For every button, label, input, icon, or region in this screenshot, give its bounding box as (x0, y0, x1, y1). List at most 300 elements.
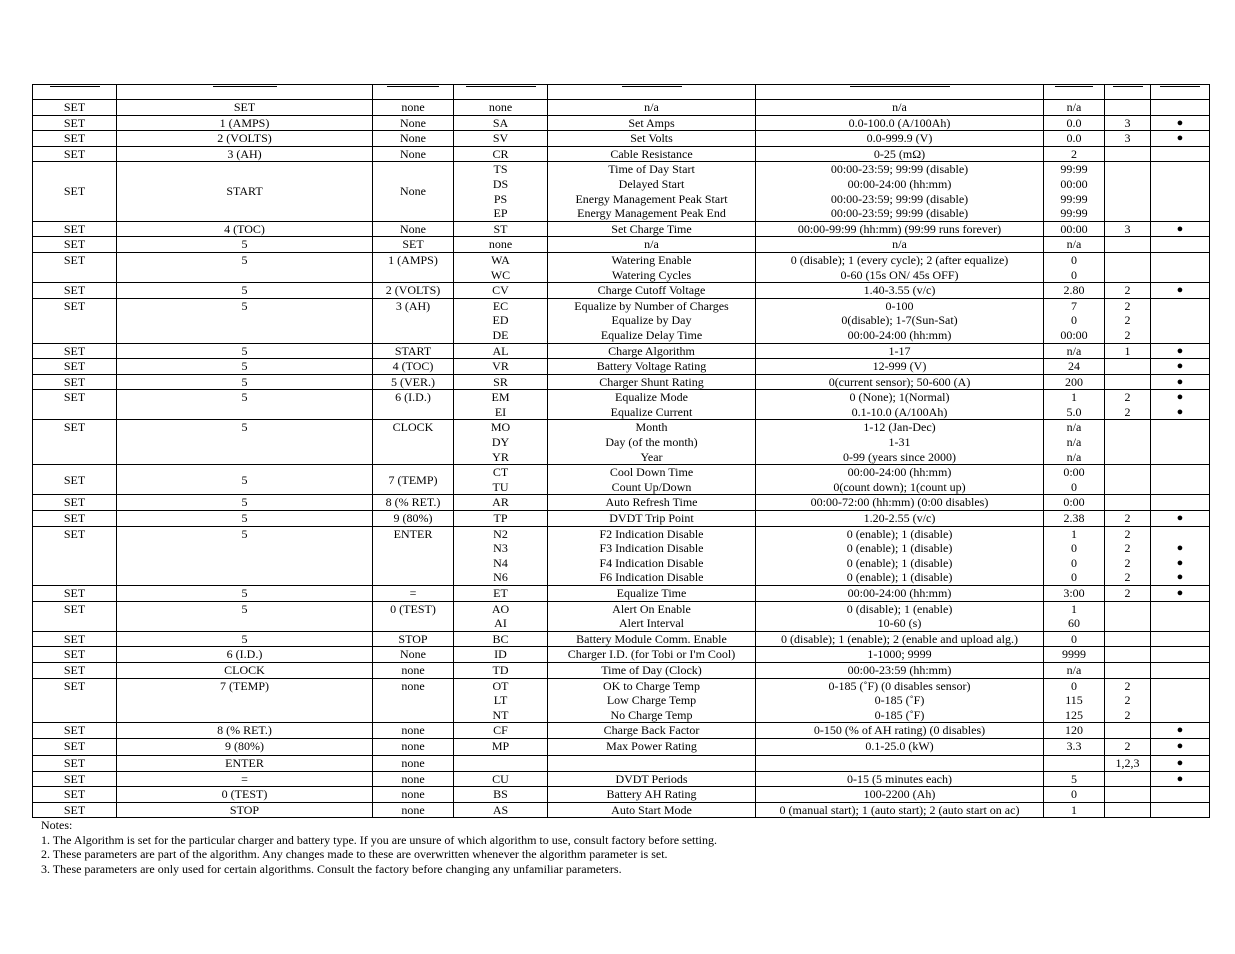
key-cell: CLOCK (117, 662, 373, 678)
set-cell: SET (33, 526, 117, 585)
notes-ref-cell (1105, 771, 1151, 787)
cell-line: Alert On Enable (612, 601, 691, 616)
cell-line: 0-99 (years since 2000) (843, 449, 956, 464)
cell-line: 2 (1124, 678, 1131, 693)
cell-line: DVDT Trip Point (609, 511, 694, 526)
marker-cell (1151, 252, 1210, 282)
code-cell (454, 601, 548, 631)
default-cell (1044, 390, 1105, 420)
bullet-marker: ● (1176, 772, 1184, 785)
cell-line: Cool Down Time (609, 465, 694, 480)
cell-line: F3 Indication Disable (599, 541, 704, 556)
cell-line: 1-12 (Jan-Dec) (863, 420, 936, 435)
range-cell (756, 465, 1044, 495)
subkey-cell: none (373, 100, 454, 116)
code-cell (454, 283, 548, 299)
description-cell (548, 115, 756, 131)
code-cell (454, 723, 548, 739)
cell-line: 0.0 (1066, 115, 1082, 130)
cell-line: 2 (1124, 511, 1131, 526)
cell-line: Energy Management Peak End (577, 206, 726, 221)
cell-line: 2.38 (1063, 511, 1085, 526)
cell-line: 0 (1071, 252, 1077, 267)
cell-line: 0.0-999.9 (V) (866, 131, 933, 146)
bullet-marker (1153, 435, 1207, 450)
subkey-cell: CLOCK (373, 420, 454, 465)
cell-line: Watering Cycles (611, 267, 692, 282)
cell-line: AL (492, 343, 509, 358)
cell-line: 0-60 (15s ON/ 45s OFF) (840, 267, 959, 282)
subkey-cell: none (373, 802, 454, 818)
cell-line: Equalize Mode (615, 390, 688, 405)
cell-line: n/a (1066, 449, 1082, 464)
header-cell (454, 85, 548, 100)
description-cell (548, 723, 756, 739)
set-cell: SET (33, 511, 117, 527)
cell-line (1107, 162, 1148, 177)
description-cell (548, 252, 756, 282)
cell-line: 0 (manual start); 1 (auto start); 2 (auto start on ac) (779, 802, 1020, 817)
cell-line: Month (635, 420, 668, 435)
cell-line: Battery AH Rating (606, 787, 697, 802)
cell-line (1107, 253, 1148, 268)
set-cell: SET (33, 662, 117, 678)
set-cell: SET (33, 586, 117, 602)
cell-line: CU (492, 771, 509, 786)
description-cell (548, 131, 756, 147)
set-cell: SET (33, 802, 117, 818)
marker-cell (1151, 662, 1210, 678)
cell-line: 0-15 (5 minutes each) (847, 771, 952, 786)
notes-ref-cell (1105, 787, 1151, 803)
table-row (33, 146, 1210, 162)
cell-line: Charge Algorithm (608, 343, 695, 358)
table-row (33, 511, 1210, 527)
key-cell: 0 (TEST) (117, 787, 373, 803)
cell-line: ST (493, 221, 508, 236)
cell-line (1107, 495, 1148, 510)
table-row (33, 802, 1210, 818)
cell-line: VR (492, 359, 509, 374)
cell-line: 2 (1124, 390, 1131, 405)
cell-line: 5.0 (1066, 404, 1082, 419)
cell-line: Watering Enable (611, 252, 692, 267)
description-cell (548, 787, 756, 803)
cell-line: 00:00-23:59; 99:99 (disable) (830, 191, 969, 206)
subkey-cell: None (373, 221, 454, 237)
cell-line: MO (490, 420, 511, 435)
bullet-marker (1153, 602, 1207, 617)
bullet-marker: ● (1176, 132, 1184, 145)
cell-line: Auto Refresh Time (605, 495, 698, 510)
cell-line (1046, 756, 1102, 771)
cell-line: AS (492, 802, 509, 817)
subkey-cell: none (373, 787, 454, 803)
marker-cell (1151, 343, 1210, 359)
range-cell (756, 162, 1044, 221)
key-cell: ENTER (117, 755, 373, 771)
default-cell (1044, 374, 1105, 390)
cell-line: CR (492, 146, 509, 161)
subkey-cell: None (373, 115, 454, 131)
cell-line: EM (491, 390, 510, 405)
cell-line: OT (492, 678, 509, 693)
marker-cell (1151, 100, 1210, 116)
subkey-cell: 8 (% RET.) (373, 495, 454, 511)
notes-ref-cell (1105, 237, 1151, 253)
code-cell (454, 771, 548, 787)
parameter-table (32, 84, 1210, 818)
cell-line (1107, 480, 1148, 495)
cell-line: 125 (1065, 707, 1083, 722)
cell-line: none (488, 237, 513, 252)
cell-line: 1-17 (888, 343, 911, 358)
code-cell (454, 131, 548, 147)
cell-line: 0 (1071, 678, 1077, 693)
code-cell (454, 787, 548, 803)
cell-line: 3.3 (1066, 738, 1082, 753)
set-cell: SET (33, 495, 117, 511)
bullet-marker: ● (1176, 571, 1184, 584)
default-cell (1044, 221, 1105, 237)
cell-line: 0 (disable); 1 (every cycle); 2 (after equalize) (790, 252, 1009, 267)
cell-line: 00:00-72:00 (hh:mm) (0:00 disables) (810, 495, 989, 510)
marker-cell (1151, 723, 1210, 739)
range-cell (756, 237, 1044, 253)
set-cell: SET (33, 465, 117, 495)
cell-line: 2 (1124, 541, 1131, 556)
bullet-marker: ● (1176, 405, 1184, 418)
code-cell (454, 390, 548, 420)
set-cell: SET (33, 420, 117, 465)
cell-line: Charger I.D. (for Tobi or I'm Cool) (567, 647, 736, 662)
cell-line: N2 (493, 526, 508, 541)
cell-line (1107, 237, 1148, 252)
key-cell: 5 (117, 601, 373, 631)
bullet-marker (1153, 632, 1207, 647)
set-cell: SET (33, 787, 117, 803)
cell-line: 0(count down); 1(count up) (833, 479, 966, 494)
cell-line: Charge Back Factor (603, 723, 700, 738)
cell-line: Equalize Current (610, 404, 693, 419)
cell-line: 2 (1124, 404, 1131, 419)
cell-line: Equalize by Day (611, 313, 692, 328)
description-cell (548, 631, 756, 647)
header-cell (756, 85, 1044, 100)
cell-line: Cable Resistance (610, 146, 693, 161)
notes-ref-cell (1105, 252, 1151, 282)
default-cell (1044, 162, 1105, 221)
range-cell (756, 662, 1044, 678)
table-row (33, 586, 1210, 602)
bullet-marker: ● (1176, 116, 1184, 129)
code-cell (454, 465, 548, 495)
cell-line: none (488, 100, 513, 114)
cell-line: AO (491, 601, 510, 616)
cell-line: 115 (1065, 693, 1083, 708)
table-row (33, 162, 1210, 221)
cell-line: 0 (disable); 1 (enable); 2 (enable and upload alg.) (781, 631, 1018, 646)
cell-line: DY (491, 435, 510, 450)
set-cell: SET (33, 647, 117, 663)
bullet-marker: ● (1176, 360, 1184, 373)
default-cell (1044, 131, 1105, 147)
range-cell (756, 631, 1044, 647)
code-cell (454, 631, 548, 647)
notes-ref-cell (1105, 374, 1151, 390)
bullet-marker (1153, 465, 1207, 480)
notes-ref-cell (1105, 221, 1151, 237)
cell-line: 0.1-10.0 (A/100Ah) (851, 404, 948, 419)
cell-line: n/a (1066, 662, 1082, 677)
default-cell (1044, 359, 1105, 375)
header-cell (1105, 85, 1151, 100)
set-cell: SET (33, 298, 117, 343)
cell-line (758, 756, 1041, 771)
cell-line (1107, 772, 1148, 787)
code-cell (454, 374, 548, 390)
bullet-marker (1153, 162, 1207, 177)
subkey-cell: none (373, 771, 454, 787)
bullet-marker (1153, 177, 1207, 192)
cell-line: 2 (1124, 327, 1131, 342)
notes-heading: Notes: (41, 818, 73, 832)
cell-line: OK to Charge Temp (602, 678, 701, 693)
set-cell: SET (33, 221, 117, 237)
subkey-cell: none (373, 738, 454, 755)
marker-cell (1151, 586, 1210, 602)
key-cell: 4 (TOC) (117, 221, 373, 237)
table-row (33, 390, 1210, 420)
range-cell (756, 601, 1044, 631)
cell-line: Alert Interval (619, 616, 684, 631)
key-cell: 5 (117, 631, 373, 647)
marker-cell (1151, 390, 1210, 420)
cell-line: SA (492, 115, 509, 130)
default-cell (1044, 298, 1105, 343)
cell-line: CF (493, 723, 508, 738)
header-cell (373, 85, 454, 100)
notes-ref-cell (1105, 495, 1151, 511)
description-cell (548, 755, 756, 771)
marker-cell (1151, 374, 1210, 390)
bullet-marker (1153, 787, 1207, 802)
cell-line: 2 (1124, 283, 1131, 298)
cell-line: CT (492, 465, 509, 480)
cell-line: Time of Day (Clock) (601, 662, 702, 677)
cell-line: BS (493, 787, 508, 802)
range-cell (756, 647, 1044, 663)
cell-line: 00:00-23:59 (hh:mm) (847, 662, 952, 677)
cell-line (1107, 435, 1148, 450)
subkey-cell: 2 (VOLTS) (373, 283, 454, 299)
cell-line: 1 (1071, 526, 1077, 541)
bullet-marker (1153, 647, 1207, 662)
cell-line: N6 (493, 570, 508, 585)
table-row (33, 252, 1210, 282)
description-cell (548, 100, 756, 116)
range-cell (756, 586, 1044, 602)
cell-line: 0 (1071, 541, 1077, 556)
notes-ref-cell (1105, 755, 1151, 771)
bullet-marker: ● (1176, 587, 1184, 599)
subkey-cell: none (373, 678, 454, 723)
cell-line: CV (492, 283, 509, 298)
cell-line: 3:00 (1063, 586, 1085, 600)
description-cell (548, 511, 756, 527)
key-cell: 5 (117, 586, 373, 602)
range-cell (756, 359, 1044, 375)
cell-line: 00:00 (1060, 221, 1088, 236)
bullet-marker: ● (1176, 739, 1184, 752)
cell-line: 2 (1071, 146, 1077, 161)
set-cell: SET (33, 252, 117, 282)
cell-line: n/a (1066, 237, 1082, 252)
code-cell (454, 738, 548, 755)
header-cell (548, 85, 756, 100)
default-cell (1044, 526, 1105, 585)
cell-line: AR (492, 495, 509, 510)
cell-line: EC (492, 298, 509, 313)
description-cell (548, 526, 756, 585)
cell-line: 0.0 (1066, 131, 1082, 146)
cell-line: N3 (493, 541, 508, 556)
default-cell (1044, 146, 1105, 162)
cell-line: WC (490, 267, 511, 282)
cell-line: Equalize Delay Time (600, 327, 703, 342)
cell-line: ET (493, 586, 508, 600)
range-cell (756, 495, 1044, 511)
cell-line: 0-25 (mΩ) (873, 146, 926, 161)
cell-line (1107, 465, 1148, 480)
subkey-cell: none (373, 723, 454, 739)
notes-ref-cell (1105, 115, 1151, 131)
subkey-cell: 0 (TEST) (373, 601, 454, 631)
notes-ref-cell (1105, 601, 1151, 631)
cell-line (1107, 177, 1148, 192)
cell-line: 0 (enable); 1 (disable) (846, 570, 953, 585)
cell-line (1107, 602, 1148, 617)
notes-ref-cell (1105, 298, 1151, 343)
cell-line: Delayed Start (618, 176, 685, 191)
notes-ref-cell (1105, 526, 1151, 585)
table-row (33, 526, 1210, 585)
cell-line: 100-2200 (Ah) (863, 787, 936, 802)
notes-ref-cell (1105, 511, 1151, 527)
bullet-marker (1153, 420, 1207, 435)
cell-line (1107, 192, 1148, 207)
description-cell (548, 465, 756, 495)
description-cell (548, 647, 756, 663)
cell-line: n/a (1066, 343, 1082, 358)
key-cell: 5 (117, 283, 373, 299)
key-cell: 2 (VOLTS) (117, 131, 373, 147)
subkey-cell: None (373, 146, 454, 162)
code-cell (454, 146, 548, 162)
cell-line: Equalize Time (616, 586, 687, 600)
cell-line: Equalize by Number of Charges (574, 298, 729, 313)
bullet-marker: ● (1176, 724, 1184, 737)
key-cell: 5 (117, 526, 373, 585)
bullet-marker: ● (1176, 391, 1184, 404)
subkey-cell: = (373, 586, 454, 602)
cell-line: Low Charge Temp (606, 693, 697, 708)
notes-ref-cell (1105, 738, 1151, 755)
description-cell (548, 771, 756, 787)
key-cell: 1 (AMPS) (117, 115, 373, 131)
range-cell (756, 100, 1044, 116)
default-cell (1044, 420, 1105, 465)
code-cell (454, 100, 548, 116)
cell-line: 7 (1071, 298, 1077, 313)
bullet-marker (1153, 328, 1207, 343)
cell-line: 9999 (1062, 647, 1086, 662)
cell-line: LT (493, 693, 508, 708)
table-body (33, 85, 1210, 818)
marker-cell (1151, 526, 1210, 585)
notes-ref-cell (1105, 678, 1151, 723)
bullet-marker (1153, 803, 1207, 818)
table-row (33, 771, 1210, 787)
cell-line: 60 (1068, 616, 1080, 631)
subkey-cell: SET (373, 237, 454, 253)
table-row (33, 755, 1210, 771)
header-row (33, 85, 1210, 100)
bullet-marker (1153, 313, 1207, 328)
marker-cell (1151, 359, 1210, 375)
key-cell: STOP (117, 802, 373, 818)
range-cell (756, 802, 1044, 818)
bullet-marker (1153, 527, 1207, 542)
cell-line: 0 (1071, 570, 1077, 585)
bullet-marker (1153, 679, 1207, 694)
cell-line (1107, 206, 1148, 221)
cell-line: 00:00-24:00 (hh:mm) (847, 327, 952, 342)
table-row (33, 647, 1210, 663)
notes-ref-cell (1105, 420, 1151, 465)
subkey-cell: 9 (80%) (373, 511, 454, 527)
cell-line: PS (493, 191, 508, 206)
table-row (33, 131, 1210, 147)
cell-line: TD (492, 662, 509, 677)
subkey-cell: STOP (373, 631, 454, 647)
subkey-cell: 4 (TOC) (373, 359, 454, 375)
set-cell: SET (33, 374, 117, 390)
marker-cell (1151, 601, 1210, 631)
description-cell (548, 802, 756, 818)
cell-line: 00:00-23:59; 99:99 (disable) (830, 206, 969, 221)
notes-ref-cell (1105, 131, 1151, 147)
cell-line: TS (493, 162, 508, 177)
cell-line: n/a (892, 237, 907, 252)
cell-line: 3 (1124, 221, 1131, 236)
subkey-cell: 6 (I.D.) (373, 390, 454, 420)
marker-cell (1151, 802, 1210, 818)
code-cell (454, 647, 548, 663)
cell-line: F2 Indication Disable (599, 526, 704, 541)
range-cell (756, 252, 1044, 282)
key-cell: 5 (117, 465, 373, 495)
default-cell (1044, 787, 1105, 803)
cell-line: SV (492, 131, 509, 146)
cell-line: Charge Cutoff Voltage (597, 283, 706, 298)
code-cell (454, 115, 548, 131)
default-cell (1044, 678, 1105, 723)
table-row (33, 631, 1210, 647)
cell-line: 1 (1124, 343, 1131, 358)
default-cell (1044, 647, 1105, 663)
range-cell (756, 131, 1044, 147)
